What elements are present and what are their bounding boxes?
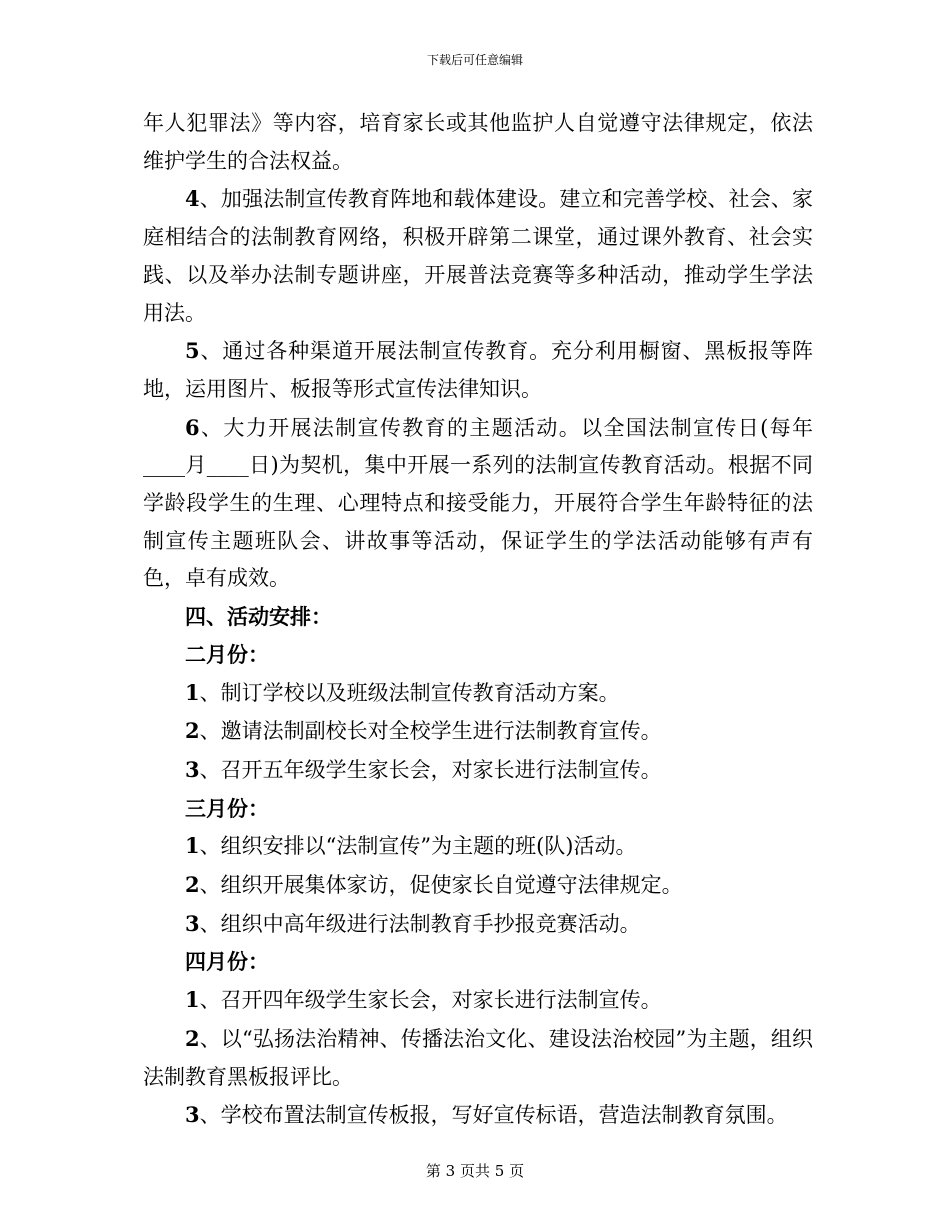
list-item: 2、邀请法制副校长对全校学生进行法制教育宣传。 — [185, 718, 662, 744]
list-item: 1、制订学校以及班级法制宣传教育活动方案。 — [185, 679, 620, 705]
list-item: 2、以“弘扬法治精神、传播法治文化、建设法治校园”为主题，组织法制教育黑板报评比。 — [143, 1025, 813, 1089]
list-item: 3、召开五年级学生家长会，对家长进行法制宣传。 — [185, 756, 662, 782]
list-item: 1、召开四年级学生家长会，对家长进行法制宣传。 — [185, 987, 662, 1013]
list-item: 3、组织中高年级进行法制教育手抄报竞赛活动。 — [185, 910, 641, 936]
page-footer: 第 3 页共 5 页 — [425, 1162, 525, 1180]
page-header: 下载后可任意编辑 — [426, 53, 523, 67]
month-heading: 二月份： — [185, 641, 269, 667]
list-item: 2、组织开展集体家访，促使家长自觉遵守法律规定。 — [185, 872, 683, 898]
section-heading: 四、活动安排： — [185, 604, 332, 630]
document-body — [143, 105, 813, 1135]
paragraph: 6、大力开展法制宣传教育的主题活动。以全国法制宣传日(每年____月____日)为契机，集中开展一系列的法制宣传教育活动。根据不同学龄段学生的生理、心理特点和接受能力，开展符合学生年龄特征的法制宣传主题班队会、讲故事等活动，保证学生的学法活动能够有声有色，卓有成效。 — [143, 414, 813, 591]
month-heading: 四月份： — [185, 949, 269, 975]
list-item: 3、学校布置法制宣传板报，写好宣传标语，营造法制教育氛围。 — [185, 1102, 788, 1128]
month-heading: 三月份： — [185, 795, 269, 821]
paragraph: 5、通过各种渠道开展法制宣传教育。充分利用橱窗、黑板报等阵地，运用图片、板报等形式宣传法律知识。 — [143, 338, 813, 401]
paragraph: 4、加强法制宣传教育阵地和载体建设。建立和完善学校、社会、家庭相结合的法制教育网络，积极开辟第二课堂，通过课外教育、社会实践、以及举办法制专题讲座，开展普法竞赛等多种活动，推动学生学法用法。 — [143, 186, 813, 325]
list-item: 1、组织安排以“法制宣传”为主题的班(队)活动。 — [185, 833, 637, 859]
paragraph: 年人犯罪法》等内容，培育家长或其他监护人自觉遵守法律规定，依法维护学生的合法权益。 — [143, 111, 813, 173]
